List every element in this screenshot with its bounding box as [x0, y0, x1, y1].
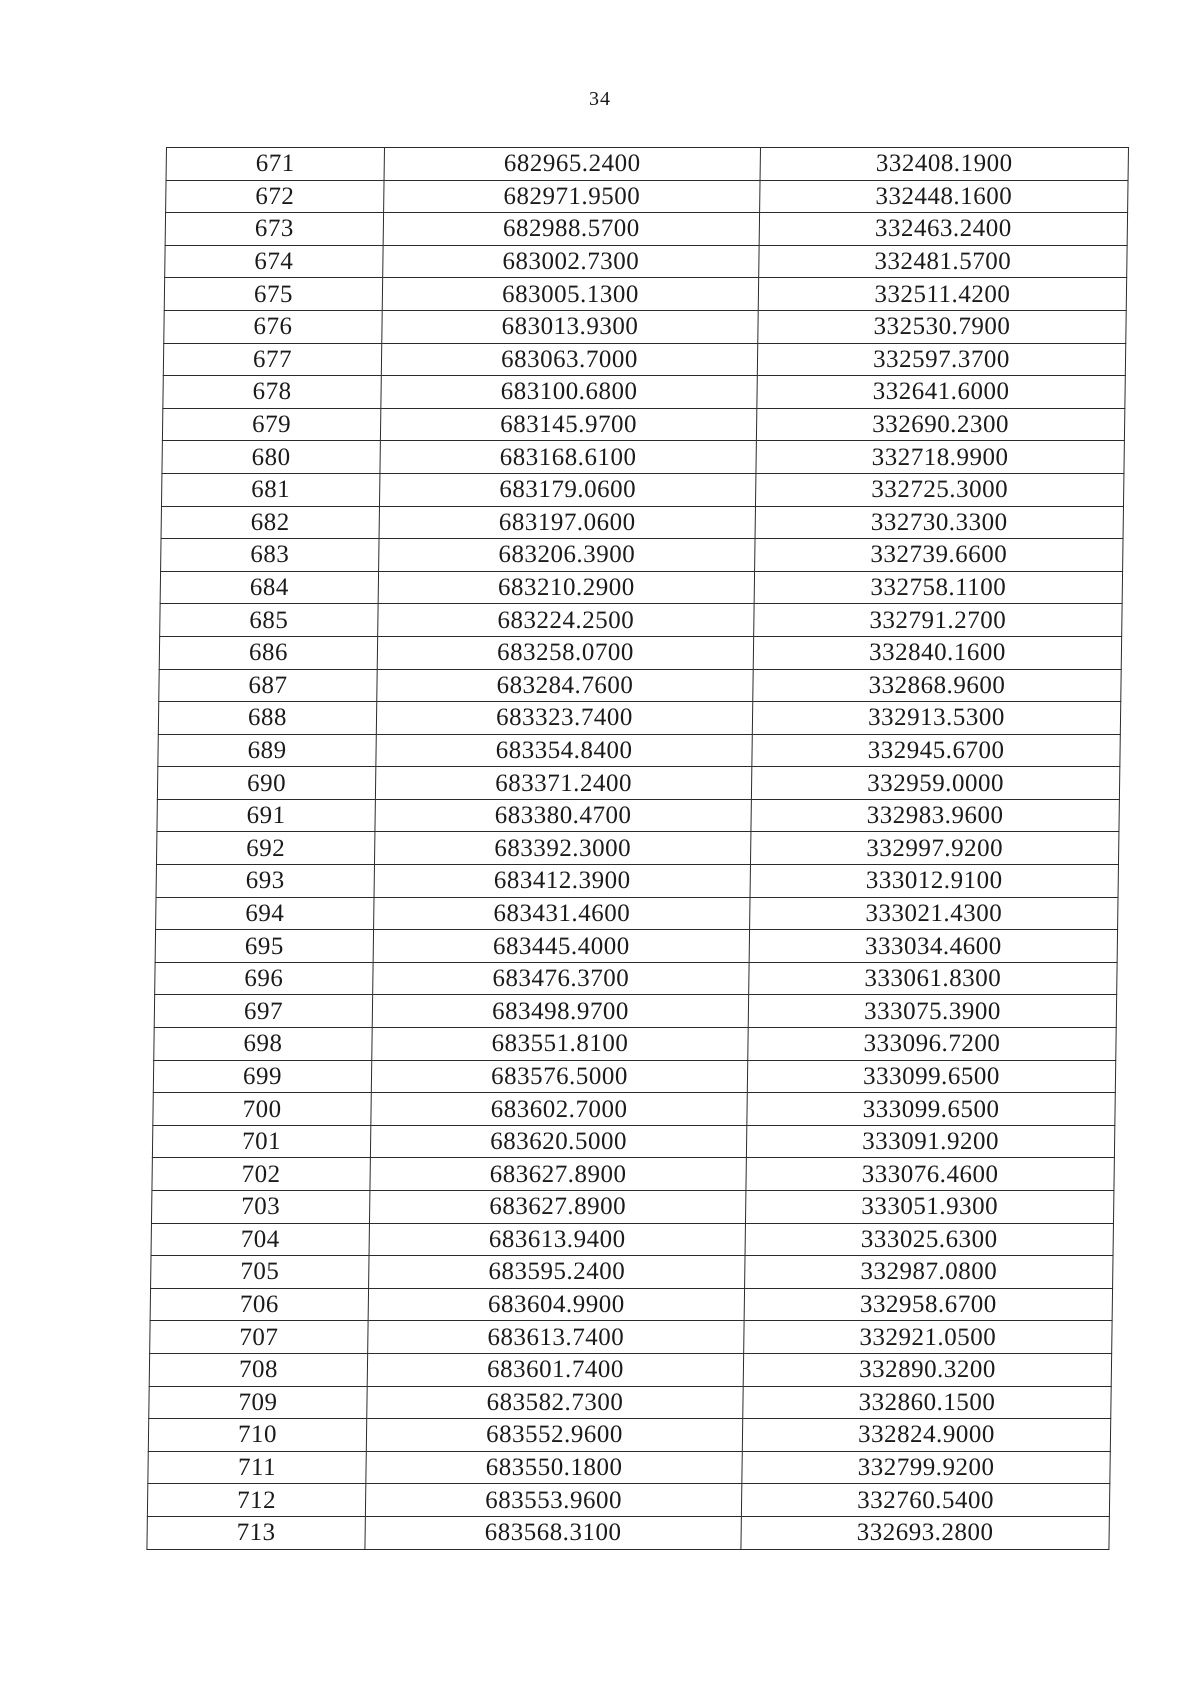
- point-number-cell: 693: [156, 865, 374, 898]
- point-number-cell: 679: [162, 408, 380, 441]
- point-number-cell: 683: [161, 539, 379, 572]
- x-coordinate-cell: 683627.8900: [370, 1158, 746, 1191]
- y-coordinate-cell: 333051.9300: [745, 1191, 1113, 1224]
- table-row: [162, 441, 1124, 474]
- point-number-cell: 711: [148, 1451, 366, 1484]
- point-number-cell: 699: [153, 1060, 371, 1093]
- x-coordinate-cell: 683595.2400: [369, 1256, 745, 1289]
- table-row: [156, 865, 1118, 898]
- table-row: [151, 1191, 1113, 1224]
- table-row: [154, 995, 1116, 1028]
- y-coordinate-cell: 332958.6700: [744, 1288, 1112, 1321]
- table-row: [155, 962, 1117, 995]
- table-row: [164, 278, 1126, 311]
- x-coordinate-cell: 683206.3900: [379, 539, 755, 572]
- y-coordinate-cell: 332448.1600: [760, 180, 1128, 213]
- y-coordinate-cell: 332913.5300: [752, 702, 1120, 735]
- y-coordinate-cell: 332945.6700: [752, 734, 1120, 767]
- x-coordinate-cell: 683476.3700: [373, 962, 749, 995]
- y-coordinate-cell: 332840.1600: [753, 636, 1121, 669]
- x-coordinate-cell: 683613.7400: [368, 1321, 744, 1354]
- x-coordinate-cell: 683371.2400: [375, 767, 751, 800]
- y-coordinate-cell: 332690.2300: [756, 408, 1124, 441]
- point-number-cell: 684: [160, 571, 378, 604]
- point-number-cell: 681: [161, 473, 379, 506]
- x-coordinate-cell: 683013.9300: [382, 310, 758, 343]
- table-row: [150, 1288, 1112, 1321]
- y-coordinate-cell: 333091.9200: [746, 1125, 1114, 1158]
- point-number-cell: 691: [157, 799, 375, 832]
- y-coordinate-cell: 332983.9600: [751, 799, 1119, 832]
- point-number-cell: 710: [148, 1419, 366, 1452]
- x-coordinate-cell: 683179.0600: [379, 473, 755, 506]
- table-row: [153, 1060, 1115, 1093]
- x-coordinate-cell: 683613.9400: [369, 1223, 745, 1256]
- table-row: [166, 180, 1128, 213]
- table-row: [151, 1256, 1113, 1289]
- point-number-cell: 688: [158, 702, 376, 735]
- table-row: [163, 376, 1125, 409]
- table-row: [166, 148, 1128, 181]
- x-coordinate-cell: 683002.7300: [383, 245, 759, 278]
- point-number-cell: 686: [159, 636, 377, 669]
- x-coordinate-cell: 683210.2900: [378, 571, 754, 604]
- x-coordinate-cell: 683576.5000: [371, 1060, 747, 1093]
- x-coordinate-cell: 683380.4700: [375, 799, 751, 832]
- table-row: [160, 604, 1122, 637]
- x-coordinate-cell: 683392.3000: [374, 832, 750, 865]
- page-number: 34: [589, 88, 611, 110]
- y-coordinate-cell: 332463.2400: [759, 213, 1127, 246]
- y-coordinate-cell: 332511.4200: [758, 278, 1126, 311]
- point-number-cell: 671: [166, 148, 384, 181]
- point-number-cell: 695: [155, 930, 373, 963]
- table-row: [159, 636, 1121, 669]
- x-coordinate-cell: 683445.4000: [373, 930, 749, 963]
- x-coordinate-cell: 682971.9500: [384, 180, 760, 213]
- y-coordinate-cell: 332824.9000: [742, 1419, 1110, 1452]
- point-number-cell: 708: [149, 1353, 367, 1386]
- y-coordinate-cell: 332530.7900: [758, 310, 1126, 343]
- x-coordinate-cell: 683568.3100: [365, 1516, 741, 1549]
- point-number-cell: 675: [164, 278, 382, 311]
- table-row: [147, 1484, 1109, 1517]
- y-coordinate-cell: 332760.5400: [741, 1484, 1109, 1517]
- y-coordinate-cell: 333096.7200: [748, 1028, 1116, 1061]
- point-number-cell: 680: [162, 441, 380, 474]
- y-coordinate-cell: 333012.9100: [750, 865, 1118, 898]
- x-coordinate-cell: 683063.7000: [381, 343, 757, 376]
- y-coordinate-cell: 333076.4600: [746, 1158, 1114, 1191]
- x-coordinate-cell: 683224.2500: [378, 604, 754, 637]
- table-row: [150, 1321, 1112, 1354]
- point-number-cell: 692: [156, 832, 374, 865]
- point-number-cell: 677: [163, 343, 381, 376]
- point-number-cell: 685: [160, 604, 378, 637]
- point-number-cell: 672: [166, 180, 384, 213]
- point-number-cell: 705: [151, 1256, 369, 1289]
- y-coordinate-cell: 332860.1500: [743, 1386, 1111, 1419]
- table-row: [162, 408, 1124, 441]
- point-number-cell: 702: [152, 1158, 370, 1191]
- y-coordinate-cell: 332799.9200: [742, 1451, 1110, 1484]
- table-row: [165, 213, 1127, 246]
- x-coordinate-cell: 683412.3900: [374, 865, 750, 898]
- point-number-cell: 696: [155, 962, 373, 995]
- x-coordinate-cell: 683602.7000: [371, 1093, 747, 1126]
- table-row: [160, 571, 1122, 604]
- table-row: [157, 799, 1119, 832]
- table-row: [163, 343, 1125, 376]
- y-coordinate-cell: 332959.0000: [751, 767, 1119, 800]
- table-row: [152, 1158, 1114, 1191]
- y-coordinate-cell: 332730.3300: [755, 506, 1123, 539]
- x-coordinate-cell: 683627.8900: [369, 1191, 745, 1224]
- point-number-cell: 706: [150, 1288, 368, 1321]
- table-row: [151, 1223, 1113, 1256]
- x-coordinate-cell: 683498.9700: [372, 995, 748, 1028]
- y-coordinate-cell: 333021.4300: [750, 897, 1118, 930]
- point-number-cell: 701: [152, 1125, 370, 1158]
- y-coordinate-cell: 332641.6000: [757, 376, 1125, 409]
- x-coordinate-cell: 683284.7600: [377, 669, 753, 702]
- y-coordinate-cell: 332481.5700: [759, 245, 1127, 278]
- y-coordinate-cell: 333061.8300: [749, 962, 1117, 995]
- y-coordinate-cell: 332791.2700: [754, 604, 1122, 637]
- x-coordinate-cell: 683100.6800: [381, 376, 757, 409]
- point-number-cell: 713: [147, 1516, 365, 1549]
- point-number-cell: 697: [154, 995, 372, 1028]
- x-coordinate-cell: 683258.0700: [377, 636, 753, 669]
- y-coordinate-cell: 332739.6600: [755, 539, 1123, 572]
- table-row: [158, 702, 1120, 735]
- point-number-cell: 690: [157, 767, 375, 800]
- x-coordinate-cell: 683601.7400: [367, 1353, 743, 1386]
- y-coordinate-cell: 332408.1900: [760, 148, 1128, 181]
- x-coordinate-cell: 682988.5700: [383, 213, 759, 246]
- x-coordinate-cell: 683431.4600: [374, 897, 750, 930]
- y-coordinate-cell: 332693.2800: [741, 1516, 1109, 1549]
- x-coordinate-cell: 683145.9700: [380, 408, 756, 441]
- y-coordinate-cell: 332758.1100: [754, 571, 1122, 604]
- table-row: [147, 1516, 1109, 1549]
- y-coordinate-cell: 332725.3000: [755, 473, 1123, 506]
- table-row: [158, 734, 1120, 767]
- point-number-cell: 694: [156, 897, 374, 930]
- table-row: [156, 832, 1118, 865]
- y-coordinate-cell: 332921.0500: [744, 1321, 1112, 1354]
- point-number-cell: 687: [159, 669, 377, 702]
- y-coordinate-cell: 332868.9600: [753, 669, 1121, 702]
- point-number-cell: 682: [161, 506, 379, 539]
- y-coordinate-cell: 333099.6500: [747, 1060, 1115, 1093]
- y-coordinate-cell: 332987.0800: [745, 1256, 1113, 1289]
- x-coordinate-cell: 683168.6100: [380, 441, 756, 474]
- x-coordinate-cell: 683323.7400: [376, 702, 752, 735]
- point-number-cell: 678: [163, 376, 381, 409]
- table-row: [157, 767, 1119, 800]
- table-row: [152, 1125, 1114, 1158]
- table-row: [156, 897, 1118, 930]
- point-number-cell: 700: [153, 1093, 371, 1126]
- y-coordinate-cell: 333075.3900: [748, 995, 1116, 1028]
- point-number-cell: 689: [158, 734, 376, 767]
- point-number-cell: 676: [164, 310, 382, 343]
- table-row: [148, 1419, 1110, 1452]
- y-coordinate-cell: 333025.6300: [745, 1223, 1113, 1256]
- table-row: [149, 1386, 1111, 1419]
- x-coordinate-cell: 683620.5000: [370, 1125, 746, 1158]
- coordinates-table: [146, 147, 1129, 1550]
- x-coordinate-cell: 683553.9600: [365, 1484, 741, 1517]
- table-row: [161, 539, 1123, 572]
- y-coordinate-cell: 332597.3700: [757, 343, 1125, 376]
- point-number-cell: 704: [151, 1223, 369, 1256]
- table-row: [155, 930, 1117, 963]
- table-row: [165, 245, 1127, 278]
- x-coordinate-cell: 682965.2400: [384, 148, 760, 181]
- point-number-cell: 674: [165, 245, 383, 278]
- point-number-cell: 712: [147, 1484, 365, 1517]
- table-row: [161, 473, 1123, 506]
- table-row: [154, 1028, 1116, 1061]
- y-coordinate-cell: 332997.9200: [750, 832, 1118, 865]
- table-row: [148, 1451, 1110, 1484]
- x-coordinate-cell: 683582.7300: [367, 1386, 743, 1419]
- x-coordinate-cell: 683551.8100: [372, 1028, 748, 1061]
- point-number-cell: 707: [150, 1321, 368, 1354]
- table-row: [149, 1353, 1111, 1386]
- point-number-cell: 673: [165, 213, 383, 246]
- x-coordinate-cell: 683604.9900: [368, 1288, 744, 1321]
- y-coordinate-cell: 333099.6500: [747, 1093, 1115, 1126]
- point-number-cell: 709: [149, 1386, 367, 1419]
- x-coordinate-cell: 683550.1800: [366, 1451, 742, 1484]
- x-coordinate-cell: 683197.0600: [379, 506, 755, 539]
- table-row: [153, 1093, 1115, 1126]
- x-coordinate-cell: 683354.8400: [376, 734, 752, 767]
- y-coordinate-cell: 333034.4600: [749, 930, 1117, 963]
- x-coordinate-cell: 683005.1300: [382, 278, 758, 311]
- table-row: [159, 669, 1121, 702]
- x-coordinate-cell: 683552.9600: [366, 1419, 742, 1452]
- coordinates-table-body: [147, 148, 1129, 1550]
- point-number-cell: 703: [151, 1191, 369, 1224]
- y-coordinate-cell: 332890.3200: [743, 1353, 1111, 1386]
- table-row: [161, 506, 1123, 539]
- point-number-cell: 698: [154, 1028, 372, 1061]
- table-row: [164, 310, 1126, 343]
- y-coordinate-cell: 332718.9900: [756, 441, 1124, 474]
